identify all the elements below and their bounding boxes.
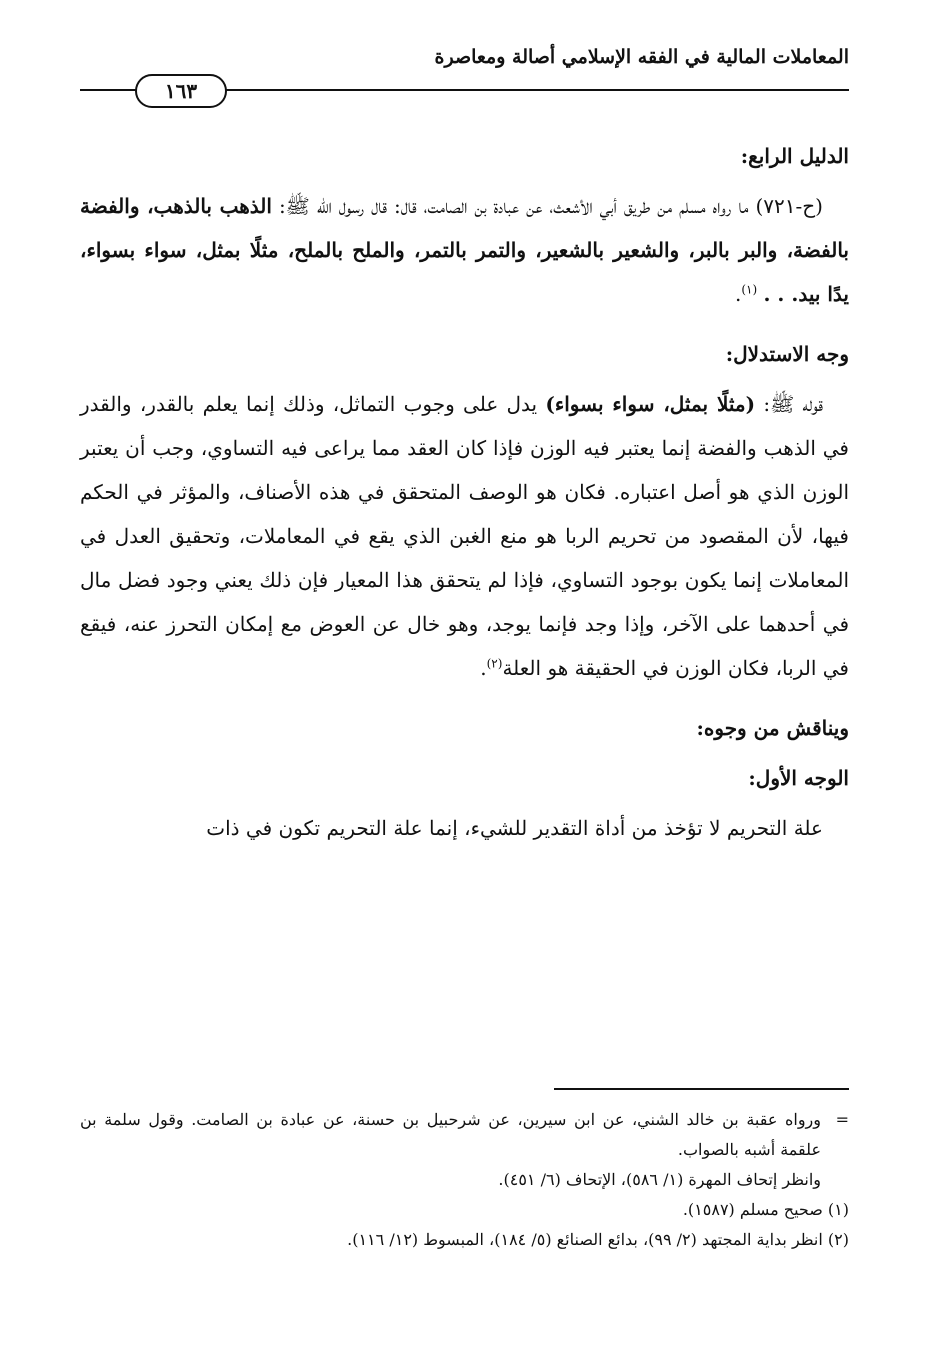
footnotes [80,1105,849,1255]
footnote-separator [554,1088,849,1090]
footnote-1: (١) صحيح مسلم (١٥٨٧). [682,1200,849,1219]
footnote-ref-1[interactable]: (١) [741,282,758,297]
hadith-end: . [734,282,742,306]
continuation-mark: = [835,1110,849,1129]
continuation-text: ورواه عقبة بن خالد الشني، عن ابن سيرين، عن شرحبيل بن حسنة، عن عبادة بن الصامت. وقول سلمة بن علقمة أشبه بالصواب. [80,1110,821,1159]
page-header [80,38,849,108]
inference-paragraph [80,382,849,690]
first-aspect-text: علة التحريم لا تؤخذ من أداة التقدير للشيء، إنما علة التحريم تكون في ذات [206,816,823,840]
hadith-intro: (ح-٧٢١) ما رواه مسلم من طريق أبي الأشعث، عن عبادة بن الصامت، قال: قال رسول الله ﷺ: [278,194,823,218]
inference-quote: (مثلًا بمثل، سواء بسواء) [545,392,756,416]
inference-lead: قوله ﷺ: [763,392,824,416]
running-title: المعاملات المالية في الفقه الإسلامي أصالة ومعاصرة [434,46,849,68]
footnote-see-also: وانظر إتحاف المهرة (١/ ٥٨٦)، الإتحاف (٦/ ٤٥١). [498,1170,821,1189]
inference-text: يدل على وجوب التماثل، وذلك إنما يعلم بالقدر، والقدر في الذهب والفضة إنما يعتبر فيه الوزن فإذا كان العقد مما يراعى فيه التساوي، وجب أن يعتبر الوزن الذي هو أصل اعتباره. فكان هو الوصف المتحقق في هذه الأصناف، والمؤثر في الحكم فيها، لأن المقصود من تحريم الربا هو منع الغبن الذي يقع في المعاملات، وتحقيق العدل في المعاملات إنما يكون بوجود التساوي، فإذا لم يتحقق هذا المعيار فإن ذلك يعني وجود فضل مال في أحدهما على الآخر، وإذا وجد فإنما يوجد، وهو خال عن العوض مع إمكان التحرز عنه، فيقع في الربا، فكان الوزن في الحقيقة هو العلة [80,392,849,680]
main-text [80,128,849,850]
hadith-text: الذهب بالذهب، والفضة بالفضة، والبر بالبر، والشعير بالشعير، والتمر بالتمر، والملح بالملح، مثلًا بمثل، سواء بسواء، يدًا بيد. . . [80,194,849,306]
footnote-ref-2[interactable]: (٢) [486,656,503,671]
inference-end: . [480,656,487,680]
hadith-paragraph [80,184,849,316]
page-number: ١٦٣ [135,74,227,108]
heading-fourth-evidence: الدليل الرابع: [740,144,849,168]
heading-first-aspect: الوجه الأول: [748,766,849,790]
footnote-continuation [80,1105,849,1165]
footnote-2: (٢) انظر بداية المجتهد (٢/ ٩٩)، بدائع الصنائع (٥/ ١٨٤)، المبسوط (١٢/ ١١٦). [347,1230,849,1249]
heading-discussion: ويناقش من وجوه: [696,716,849,740]
heading-inference: وجه الاستدلال: [725,342,849,366]
